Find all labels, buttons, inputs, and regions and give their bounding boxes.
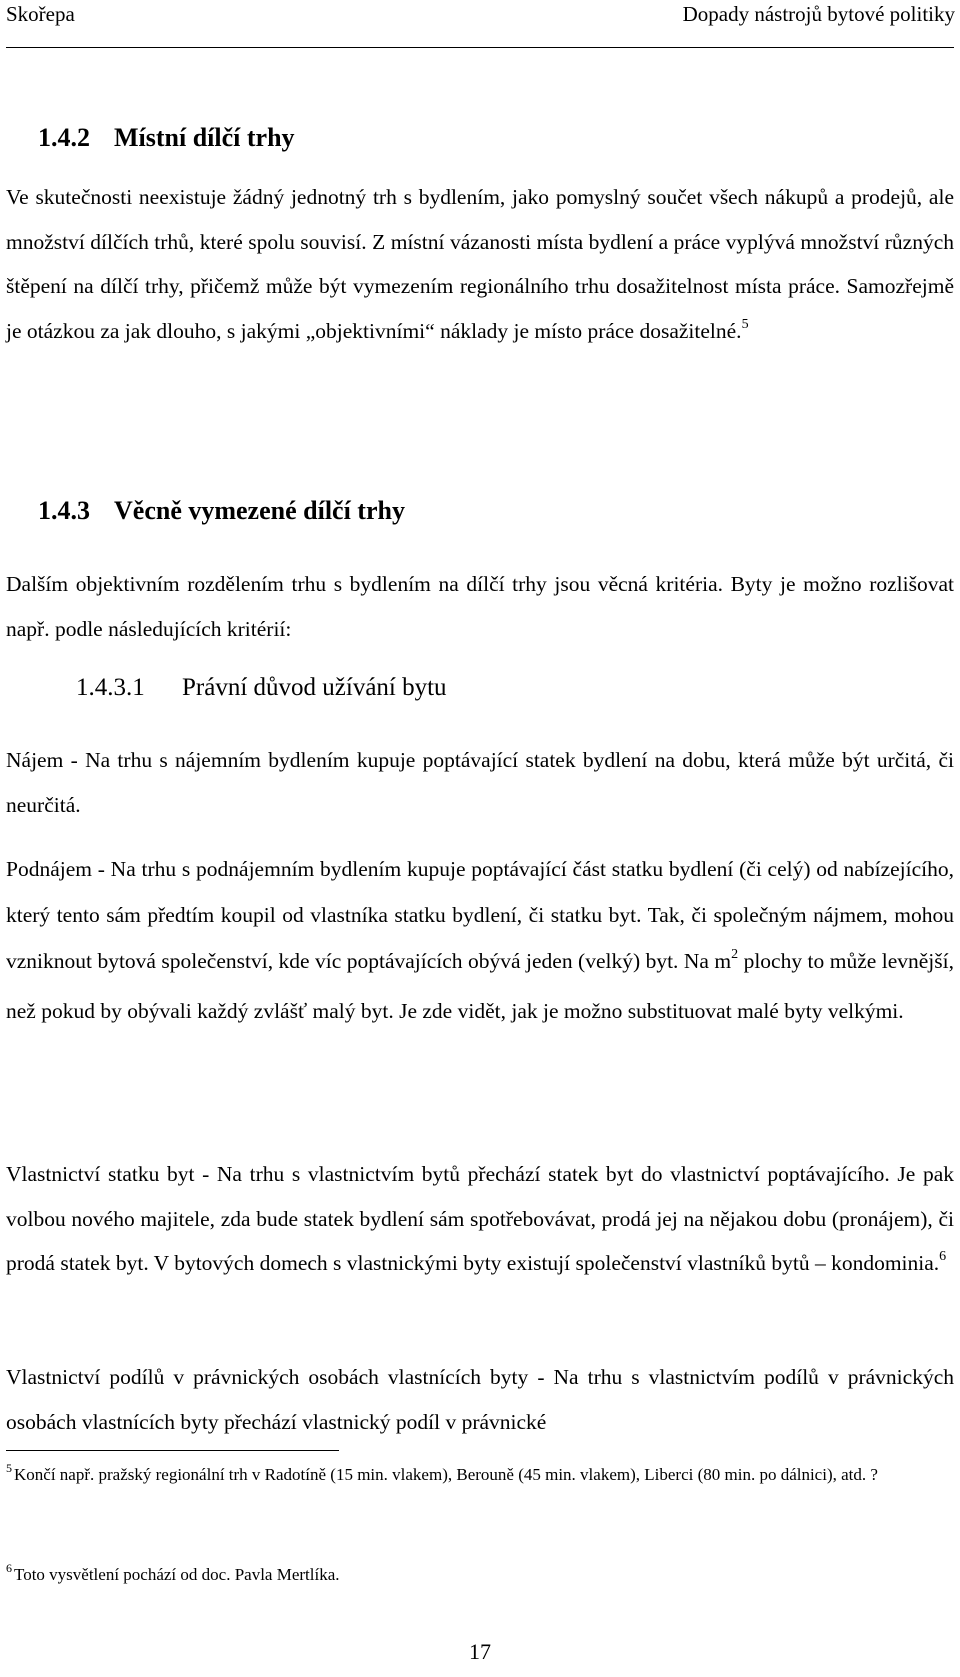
header-title: Dopady nástrojů bytové politiky [682, 2, 955, 26]
footnote-6 [6, 1562, 952, 1589]
footnote-ref-5[interactable]: 5 [741, 316, 749, 332]
section-heading-1-4-3 [38, 496, 405, 526]
paragraph-text: Dalším objektivním rozdělením trhu s bydlením na dílčí trhy jsou věcná kritéria. Byty je možno rozlišovat např. podle následujících kritérií: [6, 572, 954, 641]
paragraph-text: Nájem - Na trhu s nájemním bydlením kupuje poptávající statek bydlení na dobu, která může být určitá, či neurčitá. [6, 748, 954, 817]
paragraph-local-markets [6, 175, 954, 357]
section-title: Místní dílčí trhy [114, 123, 295, 152]
header-rule [6, 47, 954, 48]
subsection-title: Právní důvod užívání bytu [182, 674, 447, 701]
paragraph-text: Vlastnictví podílů v právnických osobách vlastnících byty - Na trhu s vlastnictvím podílů v právnických osobách vlastnících byty přechází vlastnický podíl v právnické [6, 1365, 954, 1434]
section-number: 1.4.2 [38, 123, 90, 152]
section-heading-1-4-2 [38, 123, 295, 153]
paragraph-text: Ve skutečnosti neexistuje žádný jednotný trh s bydlením, jako pomyslný součet všech nákupů a prodejů, ale množství dílčích trhů, které spolu souvisí. Z místní vázanosti místa bydlení a práce vyplývá množství různých štěpení na dílčí trhy, přičemž může být vymezením regionálního trhu dosažitelnost místa práce. Samozřejmě je otázkou za jak dlouho, s jakými „objektivními“ náklady je místo práce dosažitelné. [6, 185, 954, 343]
footnote-5 [6, 1462, 952, 1489]
page-number: 17 [469, 1639, 491, 1664]
paragraph-sublet [6, 846, 954, 1034]
paragraph-text-cont: plochy to může levnější, než pokud by obývali každý zvlášť malý byt. Je zde vidět, jak je možno substituovat malé byty velkými. [6, 949, 954, 1023]
section-title: Věcně vymezené dílčí trhy [114, 496, 405, 525]
running-header [6, 2, 955, 42]
superscript-square: 2 [731, 947, 739, 962]
paragraph-text: Vlastnictví statku byt - Na trhu s vlastnictvím bytů přechází statek byt do vlastnictví poptávajícího. Je pak volbou nového majitele, zda bude statek bydlení sám spotřebovávat, prodá jej na nějakou dobu (pronájem), či prodá statek byt. V bytových domech s vlastnickými byty existují společenství vlastníků bytů – kondominia. [6, 1162, 954, 1275]
paragraph-rent [6, 738, 954, 827]
paragraph-ownership [6, 1152, 954, 1290]
header-author: Skořepa [6, 2, 75, 26]
footnote-text: Toto vysvětlení pochází od doc. Pavla Mertlíka. [14, 1565, 340, 1584]
footnote-rule [6, 1450, 339, 1451]
footnote-ref-6[interactable]: 6 [939, 1249, 947, 1264]
paragraph-text: Podnájem - Na trhu s podnájemním bydlením kupuje poptávající část statku bydlení (či celý) od nabízejícího, který tento sám předtím koupil od vlastníka statku bydlení, či statku byt. Tak, či společným nájmem, mohou vzniknout bytová společenství, kde víc poptávajících obývá jeden (velký) byt. Na m [6, 857, 954, 973]
section-number: 1.4.3 [38, 496, 90, 525]
paragraph-shares [6, 1355, 954, 1444]
subsection-heading-1-4-3-1 [76, 674, 447, 702]
footnote-mark: 5 [6, 1461, 12, 1475]
paragraph-criteria-intro [6, 562, 954, 651]
footnote-text: Končí např. pražský regionální trh v Radotíně (15 min. vlakem), Berouně (45 min. vlakem), Liberci (80 min. po dálnici), atd. ? [14, 1465, 878, 1484]
subsection-number: 1.4.3.1 [76, 674, 145, 701]
footnote-mark: 6 [6, 1561, 12, 1575]
